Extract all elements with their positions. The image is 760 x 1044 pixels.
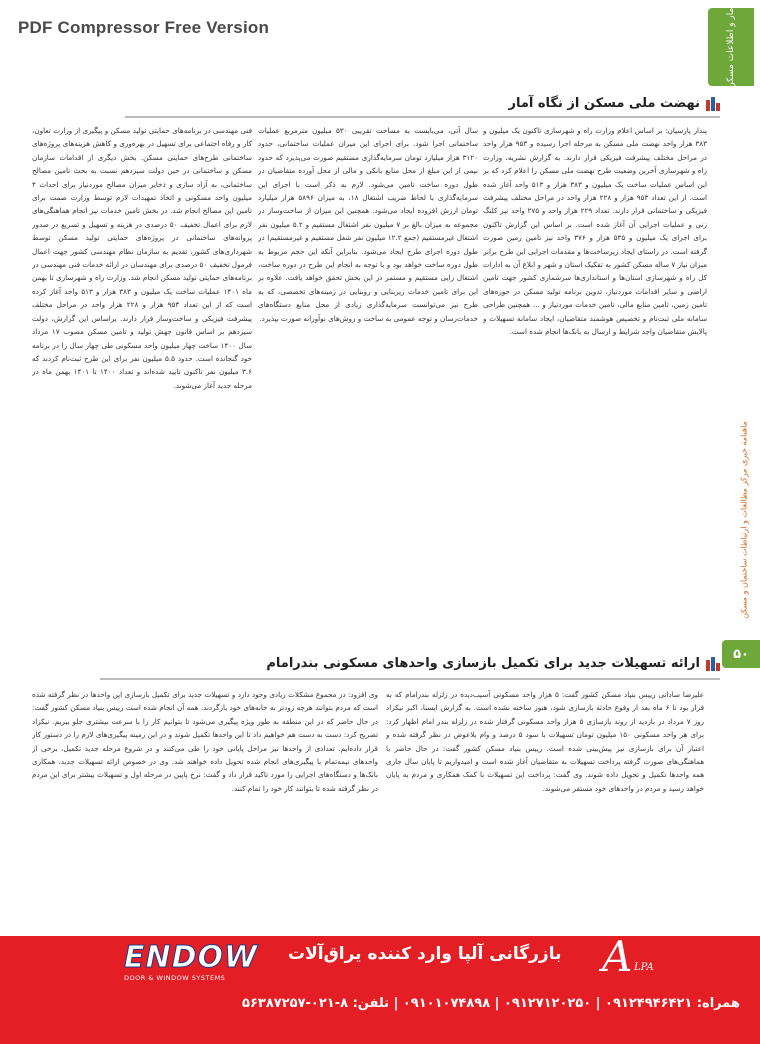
watermark-text: PDF Compressor Free Version xyxy=(18,18,270,37)
advertisement-banner xyxy=(0,932,760,1044)
phone-numbers: همراه: ۰۹۱۲۴۹۴۶۴۲۱ | ۰۹۱۲۷۱۲۰۲۵۰ | ۰۹۱۰۱۰۷۴۸۹۸ | تلفن: ۸-۰۲۱-۵۶۳۸۷۲۵۷ xyxy=(242,996,740,1011)
article-title xyxy=(508,96,720,111)
logo-subtext: DOOR & WINDOW SYSTEMS xyxy=(124,974,226,982)
company-name: بازرگانی آلپا وارد کننده یراق‌آلات xyxy=(288,944,562,964)
side-strip-label: ماهنامه خبری مرکز مطالعات و ارتباطات ساختمان و مسکن xyxy=(739,421,749,619)
brand-letter: A xyxy=(602,932,633,981)
article-column: سال آتی، می‌بایست به مساحت تقریبی ۵۳۰ میلیون مترمربع عملیات ساختمانی اجرا شود. برای اجرای این میزان عملیات ساختمانی، حدود ۳۱۲۰ هزار میلیارد تومان سرمایه‌گذاری مستقیم صورت می‌پذیرد که حدود نیمی از این مبلغ از محل منابع بانکی و مالی از محل آورده متقاضیان در طول دوره ساخت تامین می‌شود. لازم به ذکر است با اجرای این سرمایه‌گذاری با لحاظ ضریب اشتغال ۱۸، به میزان ۵۸۹۶ هزار میلیارد تومان ارزش افزوده ایجاد می‌شود. همچنین این میزان از ساخت‌وساز در مجموعه به میزان بالغ بر ۷ میلیون نفر اشتغال مستقیم و ۵.۲ میلیون نفر اشتغال غیرمستقیم (جمع ۱۲.۲ میلیون نفر شغل مستقیم و غیرمستقیم) در طول دوره اجرای طرح ایجاد می‌شود. بنابراین آنکه این حجم مربوط به طول دوره ساخت خواهد بود و با توجه به انجام این طرح در دوره ساخت، اشتغال زایی مستقیم و مستمر در این بخش تحقق خواهد یافت. علاوه بر این برای تامین خدمات زیربنایی و روبنایی در زمینه‌های تخصصی، که به طرح نیز می‌توانست سرمایه‌گذاری زیادی از محل منابع دستگاه‌های خدمات‌رسان و توجه عمومی به ساخت و روش‌های نوآورانه صورت بپذیرد. xyxy=(258,126,478,323)
article-title xyxy=(266,656,720,671)
article-column: پندار پارسیان: بر اساس اعلام وزارت راه و شهرسازی تاکنون یک میلیون و ۳۸۳ هزار واحد نهضت ملی مسکن به مرحله اجرا رسیده و ۹۵۳ هزار واحد در مراحل مختلف پیشرفت فیزیکی قرار دارند. به گزارش نشریه، وزارت راه و شهرسازی آخرین وضعیت طرح نهضت ملی مسکن را اعلام کرد که بر این اساس عملیات ساخت یک میلیون و ۳۸۳ هزار و ۵۱۳ واحد آغاز شده است. از این تعداد ۹۵۳ هزار و ۲۲۸ هزار واحد در مراحل مختلف پیشرفت فیزیکی و ساختمانی قرار دارند. تعداد ۲۲۹ هزار واحد و ۲۷۵ واحد نیز کلنگ زنی و عملیات اجرایی آن آغاز شده است. بر اساس این گزارش تاکنون برای اجرای یک میلیون و ۵۳۵ هزار و ۳۷۶ واحد نیز تامین زمین صورت گرفته است. در راستای ایجاد زیرساخت‌ها و مقدمات اجرایی این طرح برابر میزان نیاز ۷ ساله مسکن کشور به تفکیک استان و شهر و ابلاغ آن به ادارات کل راه و شهرسازی استان‌ها و استانداری‌ها سرشماری کشور جهت تامین اراضی و سایر اقدامات موردنیاز، تدوین برنامه تولید مسکن در حوزه‌های تامین زمین، تامین منابع مالی، تامین خدمات موردنیاز و ... همچنین طراحی سامانه ملی ثبت‌نام و تخصیص هوشمند متقاضیان، ایجاد سامانه تسهیلات و پالایش متقاضیان واجد شرایط و ارسال به بانک‌ها انجام شده است. xyxy=(483,126,707,337)
bar-chart-icon xyxy=(706,97,720,111)
section-tab-label: آمار و اطلاعات مسکن xyxy=(726,5,736,89)
article-title-text: نهضت ملی مسکن از نگاه آمار xyxy=(508,96,700,111)
endow-logo xyxy=(124,940,272,992)
brand-suffix: LPA xyxy=(634,962,654,973)
logo-text: ENDOW xyxy=(124,940,259,975)
bar-chart-icon xyxy=(706,657,720,671)
title-divider xyxy=(100,678,720,680)
section-tab xyxy=(708,5,754,89)
article-column: وی افزود: در مجموع مشکلات زیادی وجود دارد و تسهیلات جدید برای تکمیل بازسازی این واحدها در نظر گرفته شده است که مردم بتوانند هرچه زودتر به خانه‌های خود بازگردند. همه آن انجام شده است رییس بنیاد مسکن کشور گفت: در حال حاضر که در این منطقه به طور ویژه پیگیری می‌شود تا بتوانیم کار را با سرعت بیشتری جلو ببریم. نیکزاد تصریح کرد: دست به دست هم خواهیم داد تا این واحدها تکمیل شوند و در این زمینه پیگیری‌های لازم را در دستور کار قرار داده‌ایم. تعدادی از واحدها نیز مراحل پایانی خود را طی می‌کنند و در شروع مرحله جدید تکمیل، برخی از واحدهای نیمه‌تمام با پیگیری‌های انجام شده تحویل داده خواهند شد. وی در خصوص ارائه تسهیلات جدید، همکاری بانک‌ها و دستگاه‌های اجرایی را مورد تاکید قرار داد و گفت: نرخ پایین در مرحله اول و تسهیلات بیشتر برای این مردم در نظر گرفته شده تا بتوانند کار خود را تمام کنند. xyxy=(32,690,378,793)
alpa-logo xyxy=(596,932,682,984)
page-number: ۵۰ xyxy=(722,640,760,668)
title-divider xyxy=(125,116,720,118)
article-column: فنی مهندسی در برنامه‌های حمایتی تولید مسکن و پیگیری از وزارت تعاون، کار و رفاه اجتماعی برای تسهیل در بهره‌وری و کاهش هزینه‌های پروژه‌های ساختمانی طرح‌های حمایتی مسکن. بخش دیگری از اقدامات سازمان مسکن و ساختمانی در حین دولت سیزدهم نسبت به بحث تامین مصالح ساختمانی، به آزاد سازی و ذخایر میزان مصالح موردنیاز برای احداث ۴ میلیون واحد مسکونی و اتخاذ تمهیدات لازم توسط وزارت صمت برای تامین این مصالح انجام شد. در بخش تامین خدمات نیز انجام هماهنگی‌های لازم برای اعمال تخفیف ۵۰ درصدی در هزینه و تسهیل و تسریع در صدور پروانه‌های ساختمانی در پروژه‌های حمایتی تولید مسکن توسط شهرداری‌های کشور، تقدیم به سازمان نظام مهندسی کشور جهت اعمال فرمول تخفیف ۵۰ درصدی برای مهندسان در ارائه خدمات فنی مهندسی در برنامه‌های حمایتی تولید مسکن انجام شد. وزارت راه و شهرسازی تا بهمن ماه ۱۴۰۱ عملیات ساخت یک میلیون و ۳۸۳ هزار و ۵۱۳ واحد آغاز کرده است که از این تعداد ۹۵۳ هزار و ۲۲۸ هزار واحد در مراحل مختلف پیشرفت فیزیکی و ساخت‌وساز قرار دارند. براساس این گزارش، دولت سیزدهم بر اساس قانون جهش تولید و تامین مسکن مصوب ۱۷ مرداد سال ۱۴۰۰ ساخت چهار میلیون واحد مسکونی طی چهار سال را در برنامه خود گنجانده است. حدود ۵.۵ میلیون نفر برای این طرح ثبت‌نام کردند که ۳.۶ میلیون نفر تاکنون تایید شده‌اند و تعداد ۱۴۰۰ تا ۱۴۰۱ بهمن ماه در مرحله جدید آغاز می‌شوند. xyxy=(32,126,252,390)
article-column: علیرضا ساداتی رییس بنیاد مسکن کشور گفت: ۵ هزار واحد مسکونی آسیب‌دیده در زلزله بندرامام که به قرار بود تا ۶ ماه بعد از وقوع حادثه بازسازی شود، هنوز ساخته نشده است. به گزارش ایسنا، اکبر نیکزاد روز ۷ مرداد در بازدید از روند بازسازی ۵ هزار واحد مسکونی گرفتار شده در زلزله بندر امام اظهار کرد: برای هر واحد مسکونی ۱۵۰ میلیون تومان تسهیلات با سود ۵ درصد و وام بلاعوض در نظر گرفته شده و اعتبار آن برای بازسازی نیز پیش‌بینی شده است. رییس بنیاد مسکن کشور گفت: در حال حاضر با هماهنگی‌های صورت گرفته پرداخت تسهیلات به متقاضیان آغاز شده است و امیدواریم تا پایان سال جاری همه واحدها تکمیل و تحویل داده شوند. وی گفت: پرداخت این تسهیلات با کمک همکاری و مردم به پایان خواهد رسید و مردم در واحدهای خود مستقر می‌شوند. xyxy=(386,690,704,793)
article-title-text: ارائه تسهیلات جدید برای تکمیل بازسازی واحدهای مسکونی بندرامام xyxy=(266,656,700,671)
side-strip xyxy=(734,400,754,640)
